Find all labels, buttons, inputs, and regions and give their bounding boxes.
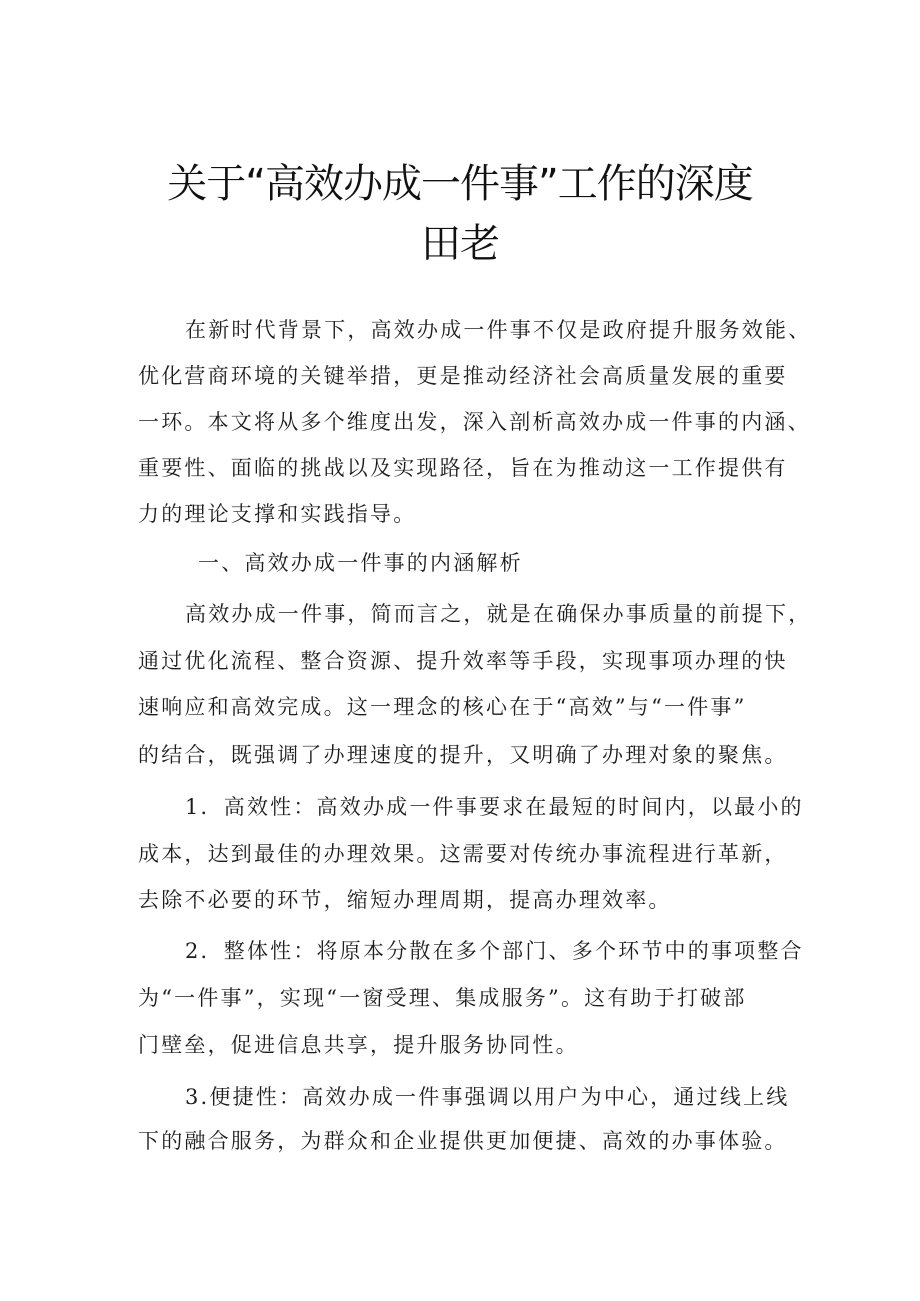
document-title-line-1: 关于“高效办成一件事”工作的深度 [167,161,753,207]
section-heading: 一、高效办成一件事的内涵解析 [198,551,523,575]
list-item-line: 门壁垒，促进信息共享，提升服务协同性。 [138,1033,579,1057]
list-item-line: 去除不必要的环节，缩短办理周期，提高办理效率。 [138,888,672,912]
paragraph-line: 在新时代背景下，高效办成一件事不仅是政府提升服务效能、 [185,318,812,342]
list-item-line: 1．高效性：高效办成一件事要求在最短的时间内，以最小的 [185,795,804,819]
paragraph-line: 高效办成一件事，简而言之，就是在确保办事质量的前提下， [185,602,812,626]
paragraph-line: 通过优化流程、整合资源、提升效率等手段，实现事项办理的快 [138,649,788,673]
paragraph-line: 速响应和高效完成。这一理念的核心在于“高效”与“一件事” [138,695,747,719]
paragraph-line: 力的理论支撑和实践指导。 [138,502,417,526]
paragraph-line: 重要性、面临的挑战以及实现路径，旨在为推动这一工作提供有 [138,456,788,480]
list-item-line: 2．整体性：将原本分散在多个部门、多个环节中的事项整合 [185,939,804,963]
paragraph-line: 一环。本文将从多个维度出发，深入剖析高效办成一件事的内涵、 [138,410,811,434]
list-item-line: 下的融合服务，为群众和企业提供更加便捷、高效的办事体验。 [138,1129,788,1153]
list-item-line: 3.便捷性：高效办成一件事强调以用户为中心，通过线上线 [185,1085,790,1109]
paragraph-line: 的结合，既强调了办理速度的提升，又明确了办理对象的聚焦。 [138,743,788,767]
list-item-line: 为“一件事”，实现“一窗受理、集成服务”。这有助于打破部 [138,986,747,1010]
document-title-line-2: 田老 [421,221,499,267]
list-item-line: 成本，达到最佳的办理效果。这需要对传统办事流程进行革新， [138,842,788,866]
paragraph-line: 优化营商环境的关键举措，更是推动经济社会高质量发展的重要 [138,364,788,388]
